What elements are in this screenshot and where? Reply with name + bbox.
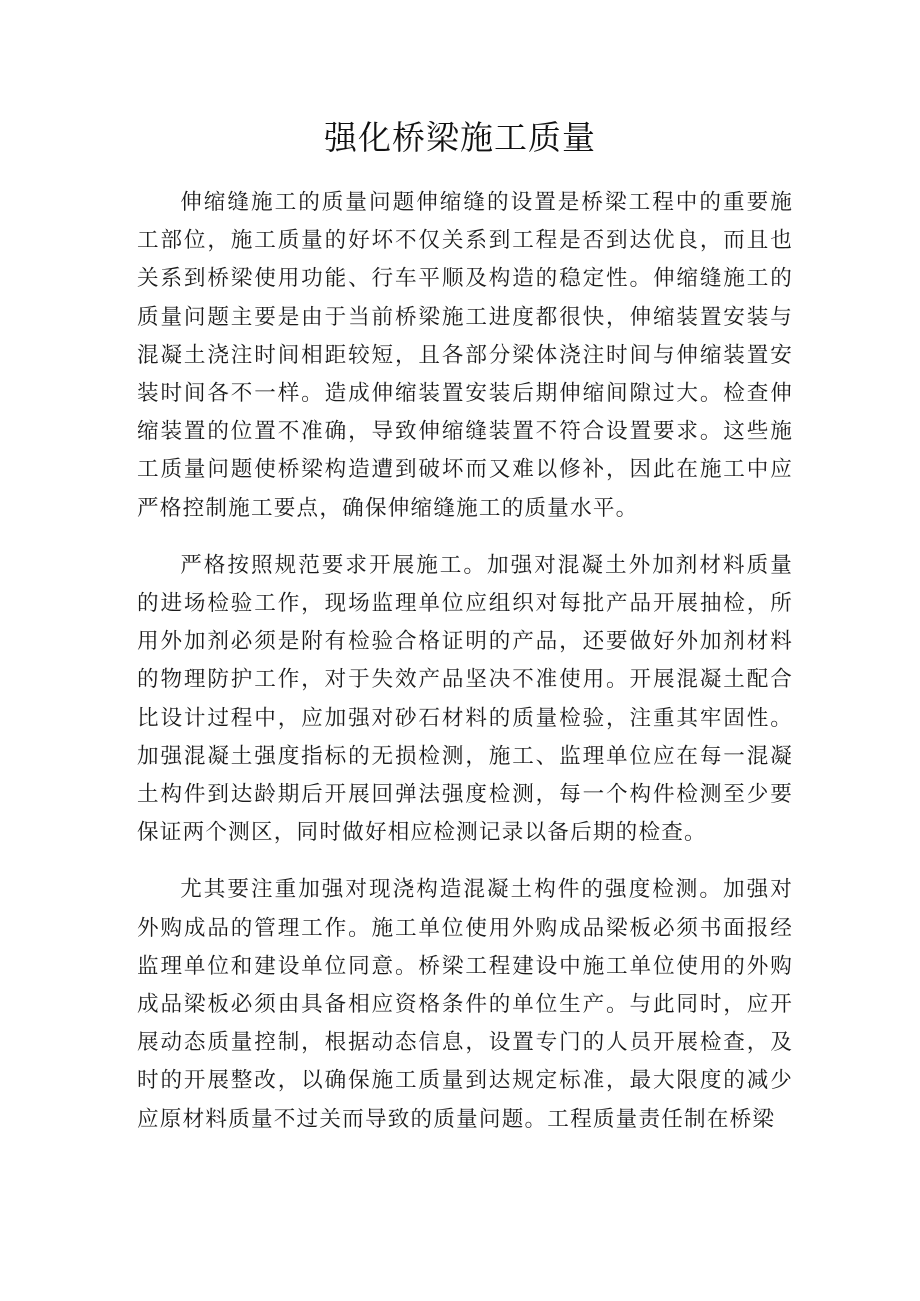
paragraph-2: 严格按照规范要求开展施工。加强对混凝土外加剂材料质量的进场检验工作，现场监理单位应组织对每批产品开展抽检，所用外加剂必须是附有检验合格证明的产品，还要做好外加剂材料的物理防护工作，对于失效产品坚决不准使用。开展混凝土配合比设计过程中，应加强对砂石材料的质量检验，注重其牢固性。加强混凝土强度指标的无损检测，施工、监理单位应在每一混凝土构件到达龄期后开展回弹法强度检测，每一个构件检测至少要保证两个测区，同时做好相应检测记录以备后期的检查。 (137, 552, 793, 846)
document-title: 强化桥梁施工质量 (324, 118, 596, 157)
document-body (137, 184, 793, 1158)
paragraph-1: 伸缩缝施工的质量问题伸缩缝的设置是桥梁工程中的重要施工部位，施工质量的好坏不仅关系到工程是否到达优良，而且也关系到桥梁使用功能、行车平顺及构造的稳定性。伸缩缝施工的质量问题主要是由于当前桥梁施工进度都很快，伸缩装置安装与混凝土浇注时间相距较短，且各部分梁体浇注时间与伸缩装置安装时间各不一样。造成伸缩装置安装后期伸缩间隙过大。检查伸缩装置的位置不准确，导致伸缩缝装置不符合设置要求。这些施工质量问题使桥梁构造遭到破坏而又难以修补，因此在施工中应严格控制施工要点，确保伸缩缝施工的质量水平。 (137, 190, 793, 521)
paragraph-3: 尤其要注重加强对现浇构造混凝土构件的强度检测。加强对外购成品的管理工作。施工单位使用外购成品梁板必须书面报经监理单位和建设单位同意。桥梁工程建设中施工单位使用的外购成品梁板必须由具备相应资格条件的单位生产。与此同时，应开展动态质量控制，根据动态信息，设置专门的人员开展检查，及时的开展整改，以确保施工质量到达规定标准，最大限度的减少应原材料质量不过关而导致的质量问题。工程质量责任制在桥梁 (137, 877, 793, 1132)
